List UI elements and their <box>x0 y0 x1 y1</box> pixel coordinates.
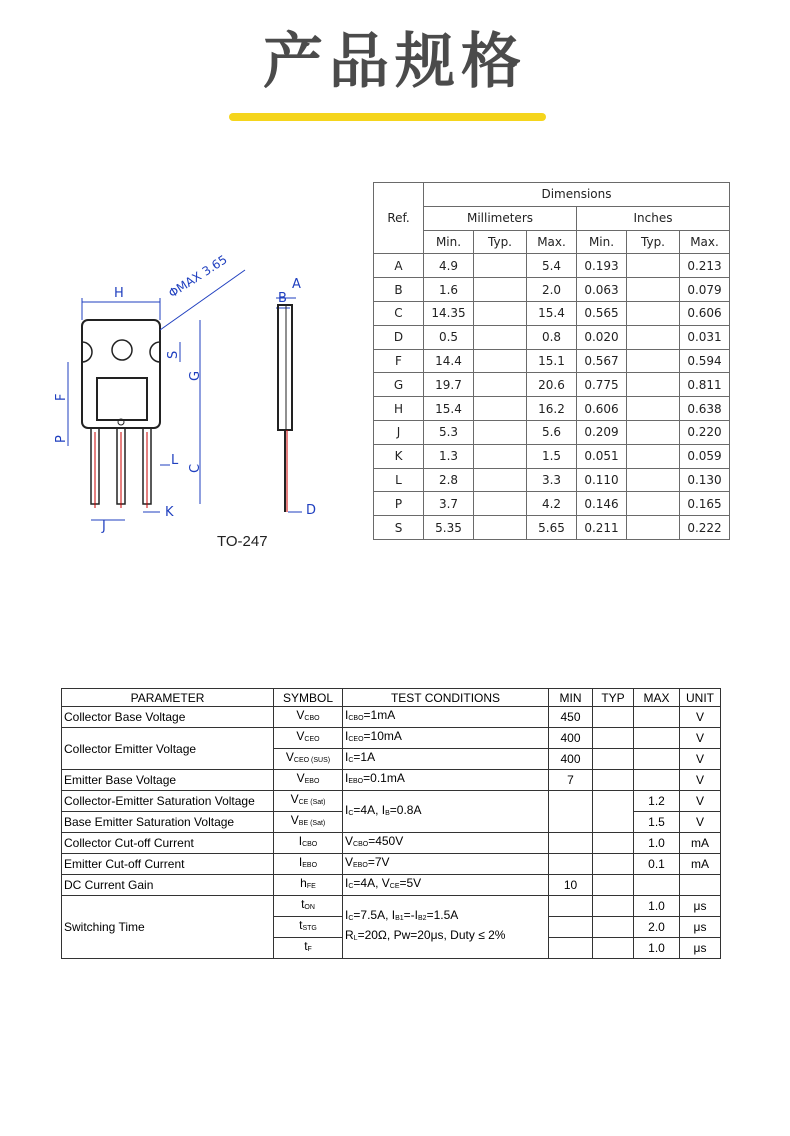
cell: 15.4 <box>424 397 474 421</box>
symbol: $h_{FE}$ <box>274 875 343 896</box>
table-row <box>374 492 730 516</box>
cell <box>474 444 527 468</box>
typ <box>593 875 634 896</box>
cell <box>627 254 680 278</box>
unit: μs <box>680 917 721 938</box>
max: 0.1 <box>634 854 680 875</box>
cell: 1.3 <box>424 444 474 468</box>
cell: 0.220 <box>680 420 730 444</box>
table-row <box>62 896 721 917</box>
cell: C <box>374 301 424 325</box>
spec-header-row <box>62 689 721 707</box>
cell <box>627 301 680 325</box>
switching-condition-line1: $I_C=7.5A$, $I_{B1}=-I_{B2}=1.5A$ <box>345 908 459 922</box>
cell: 0.051 <box>577 444 627 468</box>
header-min: MIN <box>549 689 593 707</box>
col-min-in: Min. <box>577 230 627 254</box>
min <box>549 854 593 875</box>
table-row <box>62 770 721 791</box>
header-test-conditions: TEST CONDITIONS <box>343 689 549 707</box>
unit <box>680 875 721 896</box>
table-row <box>62 791 721 812</box>
cell: 3.7 <box>424 492 474 516</box>
cell: 0.146 <box>577 492 627 516</box>
label-K: K <box>165 505 174 520</box>
cell <box>474 468 527 492</box>
min: 400 <box>549 728 593 749</box>
typ <box>593 791 634 833</box>
symbol: $I_{CBO}$ <box>274 833 343 854</box>
cell: 0.193 <box>577 254 627 278</box>
min: 450 <box>549 707 593 728</box>
table-row <box>62 707 721 728</box>
cell: 0.130 <box>680 468 730 492</box>
unit: V <box>680 749 721 770</box>
table-row <box>374 373 730 397</box>
min <box>549 917 593 938</box>
cell: 5.4 <box>527 254 577 278</box>
cell: 19.7 <box>424 373 474 397</box>
unit: V <box>680 770 721 791</box>
cell <box>474 492 527 516</box>
cell: S <box>374 516 424 540</box>
cell: K <box>374 444 424 468</box>
cell <box>627 325 680 349</box>
symbol: $I_{EBO}$ <box>274 854 343 875</box>
symbol: $t_{ON}$ <box>274 896 343 917</box>
unit: V <box>680 728 721 749</box>
cell: 5.6 <box>527 420 577 444</box>
cell <box>474 516 527 540</box>
param: Emitter Base Voltage <box>62 770 274 791</box>
table-row <box>374 278 730 302</box>
symbol: $V_{CE (Sat)}$ <box>274 791 343 812</box>
cell: 0.213 <box>680 254 730 278</box>
package-name: TO-247 <box>217 533 268 550</box>
symbol: $V_{CEO (SUS)}$ <box>274 749 343 770</box>
table-row <box>62 875 721 896</box>
cell: 0.567 <box>577 349 627 373</box>
col-max-in: Max. <box>680 230 730 254</box>
cell: 0.020 <box>577 325 627 349</box>
side-view-body <box>278 305 292 430</box>
cell: 0.059 <box>680 444 730 468</box>
table-row <box>62 728 721 749</box>
max: 2.0 <box>634 917 680 938</box>
cell: 5.65 <box>527 516 577 540</box>
param: Emitter Cut-off Current <box>62 854 274 875</box>
label-L: L <box>171 453 179 468</box>
cell: D <box>374 325 424 349</box>
min <box>549 938 593 959</box>
cell <box>627 444 680 468</box>
switching-condition-line2: $R_L=20\Omega$, Pw=20μs, Duty ≤ 2% <box>345 928 506 942</box>
cell: 2.8 <box>424 468 474 492</box>
cell: 0.165 <box>680 492 730 516</box>
title-underline <box>229 113 546 121</box>
cell <box>474 373 527 397</box>
max: 1.2 <box>634 791 680 812</box>
cell <box>474 349 527 373</box>
typ <box>593 770 634 791</box>
unit: mA <box>680 833 721 854</box>
symbol: $t_F$ <box>274 938 343 959</box>
cell: 1.5 <box>527 444 577 468</box>
table-row <box>374 325 730 349</box>
cell: 0.079 <box>680 278 730 302</box>
cell: 2.0 <box>527 278 577 302</box>
package-body <box>82 320 160 428</box>
cell: 0.110 <box>577 468 627 492</box>
unit: V <box>680 812 721 833</box>
cell: 0.606 <box>680 301 730 325</box>
table-row <box>62 854 721 875</box>
label-S: S <box>166 350 181 359</box>
max <box>634 728 680 749</box>
table-row <box>374 516 730 540</box>
cell <box>474 325 527 349</box>
typ <box>593 896 634 917</box>
cell <box>474 301 527 325</box>
max: 1.0 <box>634 833 680 854</box>
cell <box>474 397 527 421</box>
ref-header: Ref. <box>374 183 424 254</box>
table-row <box>374 444 730 468</box>
table-row <box>374 349 730 373</box>
min <box>549 791 593 833</box>
cell: 15.4 <box>527 301 577 325</box>
unit: mA <box>680 854 721 875</box>
cell: B <box>374 278 424 302</box>
param: Switching Time <box>62 896 274 959</box>
symbol: $V_{CBO}$ <box>274 707 343 728</box>
cell <box>474 254 527 278</box>
table-row <box>374 301 730 325</box>
millimeters-header: Millimeters <box>424 206 577 230</box>
test-condition: $I_C=4A$, $V_{CE}=5V$ <box>343 875 549 896</box>
test-condition: $V_{EBO}=7V$ <box>343 854 549 875</box>
cell: 15.1 <box>527 349 577 373</box>
typ <box>593 749 634 770</box>
cell <box>474 420 527 444</box>
cell: 5.35 <box>424 516 474 540</box>
cell: 0.811 <box>680 373 730 397</box>
header-typ: TYP <box>593 689 634 707</box>
max <box>634 707 680 728</box>
symbol: $V_{CEO}$ <box>274 728 343 749</box>
cell <box>627 516 680 540</box>
cell <box>627 278 680 302</box>
cell: 5.3 <box>424 420 474 444</box>
dimensions-header: Dimensions <box>424 183 730 207</box>
symbol: $V_{BE (Sat)}$ <box>274 812 343 833</box>
cell <box>627 420 680 444</box>
dimensions-table <box>373 182 730 540</box>
label-C: C <box>188 463 203 473</box>
cell: 4.9 <box>424 254 474 278</box>
to247-outline-drawing <box>40 250 330 560</box>
label-A: A <box>292 277 301 292</box>
test-condition: $V_{CBO}=450V$ <box>343 833 549 854</box>
test-condition: $I_C=1A$ <box>343 749 549 770</box>
label-J: J <box>102 519 106 534</box>
cell: J <box>374 420 424 444</box>
cell <box>627 373 680 397</box>
max <box>634 770 680 791</box>
header-symbol: SYMBOL <box>274 689 343 707</box>
typ <box>593 707 634 728</box>
cell: 0.209 <box>577 420 627 444</box>
min <box>549 896 593 917</box>
cell: A <box>374 254 424 278</box>
cell: 0.222 <box>680 516 730 540</box>
param: Collector Emitter Voltage <box>62 728 274 770</box>
max: 1.0 <box>634 938 680 959</box>
label-D: D <box>306 503 317 518</box>
cell: 4.2 <box>527 492 577 516</box>
cell: G <box>374 373 424 397</box>
typ <box>593 917 634 938</box>
cell: P <box>374 492 424 516</box>
min <box>549 833 593 854</box>
cell <box>627 397 680 421</box>
typ <box>593 833 634 854</box>
header-parameter: PARAMETER <box>62 689 274 707</box>
cell: H <box>374 397 424 421</box>
test-condition: $I_C=4A$, $I_B=0.8A$ <box>343 791 549 833</box>
header-unit: UNIT <box>680 689 721 707</box>
label-H: H <box>114 286 124 301</box>
table-row <box>374 397 730 421</box>
min: 400 <box>549 749 593 770</box>
dimensions-body <box>374 254 730 540</box>
table-row <box>374 254 730 278</box>
cell: 3.3 <box>527 468 577 492</box>
cell: 14.35 <box>424 301 474 325</box>
cell: 0.594 <box>680 349 730 373</box>
param: Collector-Emitter Saturation Voltage <box>62 791 274 812</box>
unit: μs <box>680 896 721 917</box>
param: Collector Base Voltage <box>62 707 274 728</box>
label-P: P <box>54 435 69 443</box>
cell: 0.8 <box>527 325 577 349</box>
test-condition: $I_{CEO}=10mA$ <box>343 728 549 749</box>
unit: μs <box>680 938 721 959</box>
symbol: $t_{STG}$ <box>274 917 343 938</box>
min: 7 <box>549 770 593 791</box>
page-title: 产品规格 <box>263 27 527 97</box>
label-dia: ΦMAX 3.65 <box>166 252 230 301</box>
col-min-mm: Min. <box>424 230 474 254</box>
table-row <box>62 833 721 854</box>
col-typ-mm: Typ. <box>474 230 527 254</box>
table-row <box>374 420 730 444</box>
cell: 14.4 <box>424 349 474 373</box>
cell <box>474 278 527 302</box>
cell <box>627 349 680 373</box>
label-G: G <box>188 370 203 381</box>
table-row <box>374 468 730 492</box>
param: Base Emitter Saturation Voltage <box>62 812 274 833</box>
cell: 20.6 <box>527 373 577 397</box>
cell: 0.638 <box>680 397 730 421</box>
cell: 0.031 <box>680 325 730 349</box>
cell: 16.2 <box>527 397 577 421</box>
heatsink-window <box>97 378 147 420</box>
typ <box>593 938 634 959</box>
max: 1.5 <box>634 812 680 833</box>
cell: F <box>374 349 424 373</box>
mount-hole <box>112 340 132 360</box>
symbol: $V_{EBO}$ <box>274 770 343 791</box>
typ <box>593 854 634 875</box>
max: 1.0 <box>634 896 680 917</box>
cell: 0.775 <box>577 373 627 397</box>
unit: V <box>680 707 721 728</box>
unit: V <box>680 791 721 812</box>
test-condition: $I_{CBO}=1mA$ <box>343 707 549 728</box>
test-condition: $I_{EBO}=0.1mA$ <box>343 770 549 791</box>
cell <box>627 492 680 516</box>
header-max: MAX <box>634 689 680 707</box>
electrical-spec-table <box>61 688 721 959</box>
cell: 0.565 <box>577 301 627 325</box>
inches-header: Inches <box>577 206 730 230</box>
cell <box>627 468 680 492</box>
param: Collector Cut-off Current <box>62 833 274 854</box>
cell: 0.211 <box>577 516 627 540</box>
min: 10 <box>549 875 593 896</box>
cell: 0.063 <box>577 278 627 302</box>
cell: 0.5 <box>424 325 474 349</box>
col-typ-in: Typ. <box>627 230 680 254</box>
cell: 1.6 <box>424 278 474 302</box>
test-condition <box>343 896 549 959</box>
cell: L <box>374 468 424 492</box>
label-F: F <box>54 393 69 401</box>
param: DC Current Gain <box>62 875 274 896</box>
col-max-mm: Max. <box>527 230 577 254</box>
max <box>634 749 680 770</box>
cell: 0.606 <box>577 397 627 421</box>
max <box>634 875 680 896</box>
typ <box>593 728 634 749</box>
label-B: B <box>278 291 287 306</box>
